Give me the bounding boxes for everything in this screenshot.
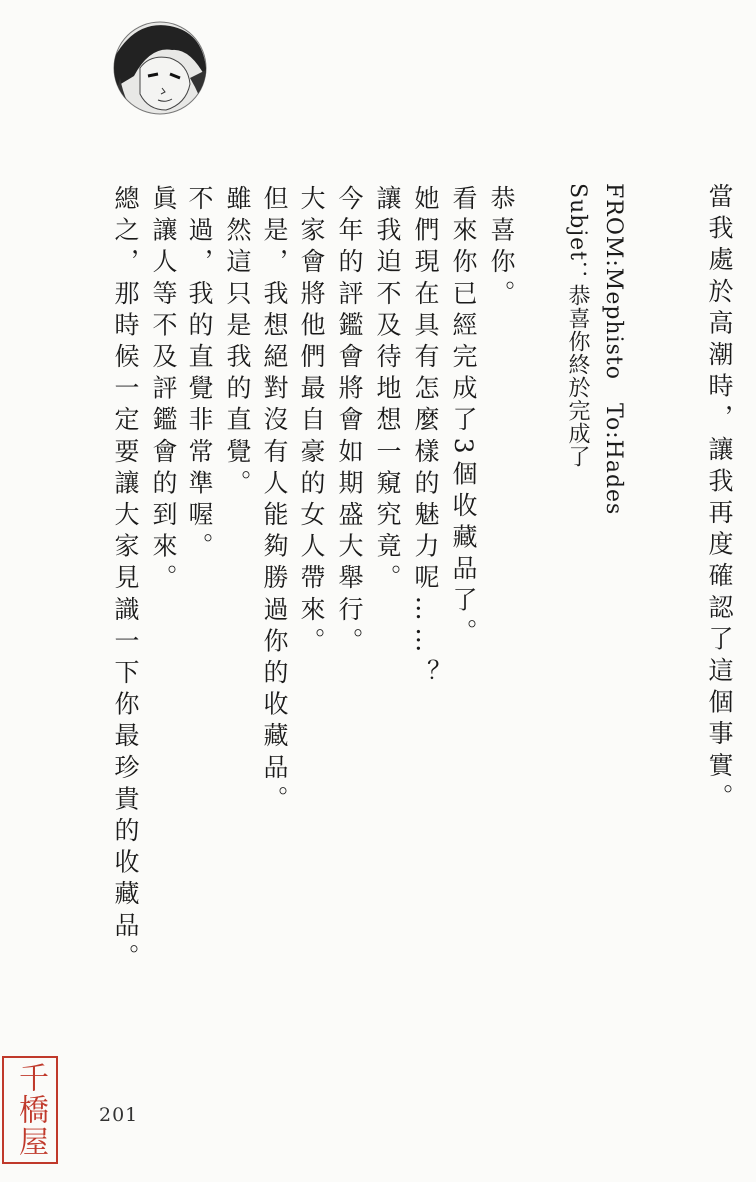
email-body-line: 大家會將他們最自豪的女人帶來。 <box>297 185 326 659</box>
email-body-line: 讓我迫不及待地想一窺究竟。 <box>373 185 402 596</box>
email-body-line: 但是，我想絕對沒有人能夠勝過你的收藏品。 <box>260 185 289 817</box>
email-body-line: 恭喜你。 <box>487 185 516 312</box>
email-body-line: 總之，那時候一定要讓大家見識一下你最珍貴的收藏品。 <box>111 185 140 975</box>
email-body-line: 雖然這只是我的直覺。 <box>223 185 252 501</box>
email-body-line: 看來你已經完成了3個收藏品了。 <box>449 185 478 650</box>
email-body-line: 眞讓人等不及評鑑會的到來。 <box>149 185 178 596</box>
page-number: 201 <box>99 1104 139 1126</box>
email-body-line: 不過，我的直覺非常準喔。 <box>185 185 214 565</box>
email-header-from-to: FROM:Mephisto To:Hades <box>601 183 626 516</box>
opening-line: 當我處於高潮時，讓我再度確認了這個事實。 <box>705 183 734 815</box>
email-body-line: 她們現在具有怎麼樣的魅力呢……？ <box>411 185 440 691</box>
email-body-line: 今年的評鑑會將會如期盛大舉行。 <box>335 185 364 659</box>
character-portrait-emblem <box>110 18 210 118</box>
publisher-seal: 千橋屋 <box>2 1056 58 1164</box>
email-header-subject: Subjet：恭喜你終於完成了 <box>565 183 590 469</box>
